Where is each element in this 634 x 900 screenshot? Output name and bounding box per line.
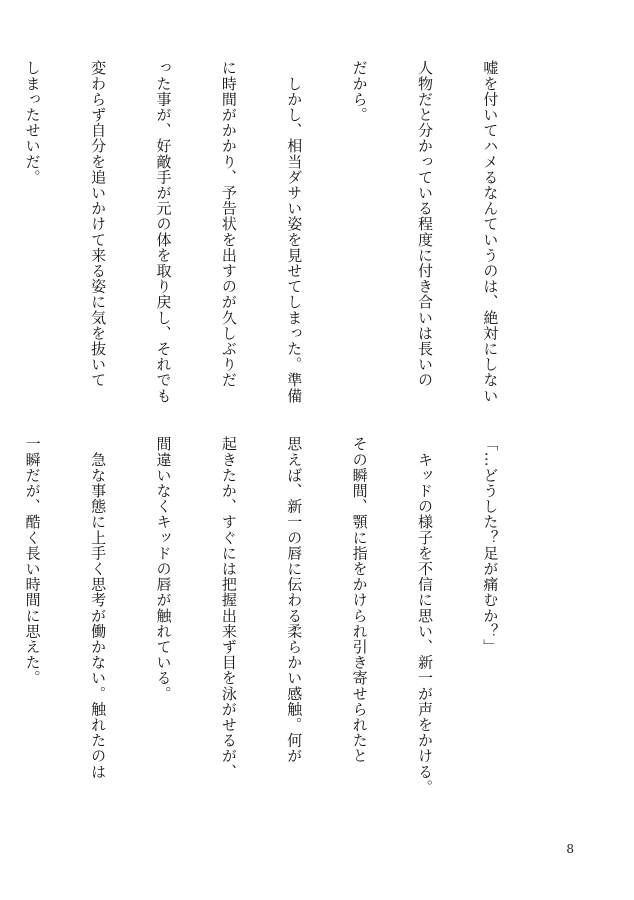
upper-text-block <box>23 60 544 410</box>
text-line: 思えば、新一の唇に伝わる柔らかい感触。何が <box>285 436 304 764</box>
text-line: 変わらず自分を追いかけて来る姿に気を抜いて <box>89 60 108 388</box>
text-line: しかし、相当ダサい姿を見せてしまった。準備 <box>285 60 304 404</box>
text-line: 急な事態に上手く思考が働かない。触れたのは <box>89 436 108 780</box>
text-line: 間違いなくキッドの唇が触れている。 <box>154 436 173 702</box>
text-line: 「…どうした？足が痛むか？」 <box>481 436 500 655</box>
lower-text-block <box>23 436 544 795</box>
text-line: に時間がかかり、予告状を出すのが久しぶりだ <box>219 60 238 388</box>
text-line: キッドの様子を不信に思い、新一が声をかける。 <box>416 436 435 795</box>
text-line: だから。 <box>350 60 369 123</box>
text-line: 一瞬だが、酷く長い時間に思えた。 <box>23 436 42 686</box>
text-line: 起きたか、すぐには把握出来ず目を泳がせるが、 <box>219 436 238 780</box>
text-line: 嘘を付いてハメるなんていうのは、絶対にしない <box>481 60 500 404</box>
page-number: 8 <box>566 842 574 856</box>
text-line: 人物だと分かっている程度に付き合いは長いの <box>416 60 435 388</box>
text-line: その瞬間、顎に指をかけられ引き寄せられたと <box>350 436 369 764</box>
text-line: しまったせいだ。 <box>23 60 42 185</box>
text-line: った事が、好敵手が元の体を取り戻し、それでも <box>154 60 173 404</box>
